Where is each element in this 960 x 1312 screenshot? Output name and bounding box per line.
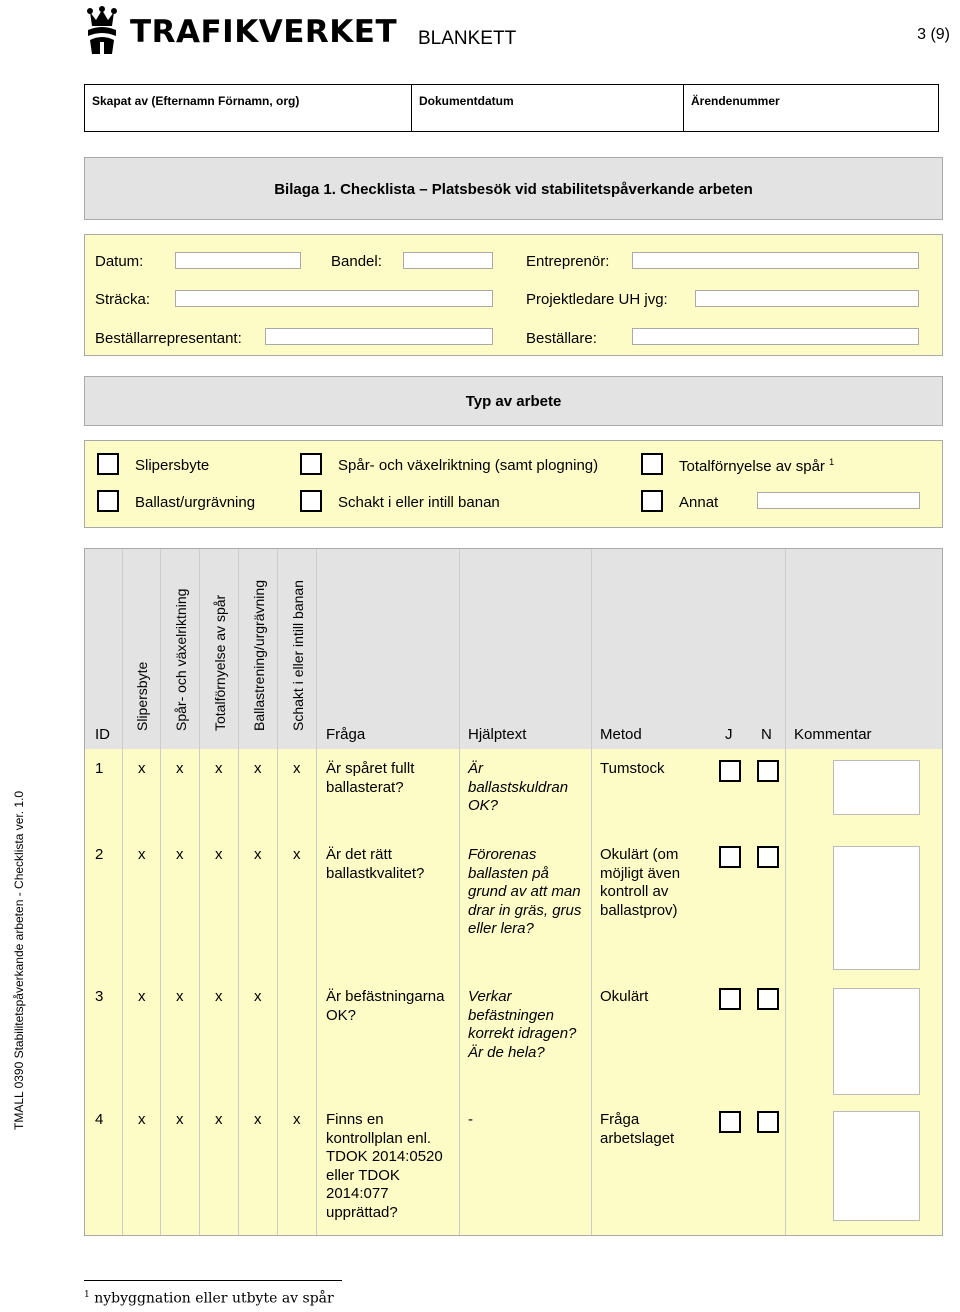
col-header-slipersbyte: Slipersbyte [134,661,150,731]
page-title: Bilaga 1. Checklista – Platsbesök vid stabilitetspåverkande arbeten [84,157,943,220]
metadata-table [84,84,939,132]
stracka-label: Sträcka: [95,291,151,308]
bestallarrepresentant-field[interactable] [265,328,493,345]
template-label: TMALL 0390 Stabilitetspåverkande arbeten - Checklista ver. 1.0 [12,790,26,1130]
totalfornyelse-checkbox[interactable] [641,453,663,475]
row-n-checkbox[interactable] [757,760,779,782]
work-type-heading: Typ av arbete [84,376,943,426]
row-j-checkbox[interactable] [719,760,741,782]
row-mark: x [215,846,223,863]
footnote: $^1$ nybyggnation eller utbyte av spår [84,1290,334,1307]
row-n-checkbox[interactable] [757,846,779,868]
row-id: 2 [95,846,104,863]
checklist-table [84,548,943,1236]
row-question: Är det rätt ballastkvalitet? [326,846,425,882]
col-header-method: Metod [600,726,642,743]
row-id: 1 [95,760,104,777]
row-id: 3 [95,988,104,1005]
row-mark: x [215,1111,223,1128]
row-j-checkbox[interactable] [719,846,741,868]
row-method: Tumstock [600,760,665,777]
slipersbyte-checkbox[interactable] [97,453,119,475]
row-mark: x [138,846,146,863]
row-mark: x [176,1111,184,1128]
row-id: 4 [95,1111,104,1128]
col-header-schakt: Schakt i eller intill banan [290,580,306,731]
created-by-cell[interactable]: Skapat av (Efternamn Förnamn, org) [85,85,412,131]
spar-vaxelriktning-label: Spår- och växelriktning (samt plogning) [338,457,599,474]
col-header-j: J [725,726,733,743]
col-header-spar-vaxelriktning: Spår- och växelriktning [173,588,189,731]
bestallarrepresentant-label: Beställarrepresentant: [95,330,242,347]
col-header-id: ID [95,726,110,743]
row-mark: x [138,988,146,1005]
row-method: Fråga arbetslaget [600,1111,675,1147]
col-header-comment: Kommentar [794,726,872,743]
row-comment-field[interactable] [833,988,920,1095]
document-date-cell[interactable]: Dokumentdatum [412,85,684,131]
row-mark: x [293,760,301,777]
totalfornyelse-label: Totalförnyelse av spår $^1$ [679,457,835,475]
row-n-checkbox[interactable] [757,988,779,1010]
row-method: Okulärt (om möjligt även kontroll av ballastprov) [600,846,681,919]
row-mark: x [215,988,223,1005]
col-header-totalfornyelse: Totalförnyelse av spår [212,594,228,731]
row-mark: x [254,988,262,1005]
col-header-ballastrening: Ballastrening/urgrävning [251,580,267,731]
schakt-checkbox[interactable] [300,490,322,512]
row-help: Verkar befästningen korrekt idragen? Är de hela? [468,988,577,1061]
row-comment-field[interactable] [833,846,920,970]
annat-label: Annat [679,494,719,511]
row-j-checkbox[interactable] [719,988,741,1010]
ballast-urgravning-label: Ballast/urgrävning [135,494,256,511]
row-help: Förorenas ballasten på grund av att man drar in gräs, grus eller lera? [468,846,582,937]
row-mark: x [215,760,223,777]
row-question: Är befästningarna OK? [326,988,445,1024]
work-type-section [84,440,943,528]
logo-text: TRAFIKVERKET [130,14,398,50]
col-header-question: Fråga [326,726,366,743]
row-mark: x [176,760,184,777]
spar-vaxelriktning-checkbox[interactable] [300,453,322,475]
row-mark: x [293,1111,301,1128]
row-question: Är spåret fullt ballasterat? [326,760,415,796]
form-section [84,234,943,356]
ballast-urgravning-checkbox[interactable] [97,490,119,512]
annat-checkbox[interactable] [641,490,663,512]
row-mark: x [176,846,184,863]
projektledare-field[interactable] [695,290,919,307]
row-n-checkbox[interactable] [757,1111,779,1133]
case-number-cell[interactable]: Ärendenummer [691,94,780,108]
row-mark: x [138,1111,146,1128]
entreprenor-field[interactable] [632,252,919,269]
projektledare-label: Projektledare UH jvg: [526,291,668,308]
row-method: Okulärt [600,988,649,1005]
annat-field[interactable] [757,492,920,509]
page-number: 3 (9) [917,26,950,43]
schakt-label: Schakt i eller intill banan [338,494,500,511]
row-help: - [468,1111,473,1128]
col-header-n: N [761,726,772,743]
row-mark: x [176,988,184,1005]
row-mark: x [254,846,262,863]
slipersbyte-label: Slipersbyte [135,457,210,474]
col-header-help: Hjälptext [468,726,527,743]
row-comment-field[interactable] [833,760,920,815]
crown-emblem-icon [82,6,122,58]
row-question: Finns en kontrollplan enl. TDOK 2014:0520 eller TDOK 2014:077 upprättad? [326,1111,443,1221]
row-mark: x [138,760,146,777]
row-mark: x [254,1111,262,1128]
document-type: BLANKETT [418,28,517,49]
bestallare-label: Beställare: [526,330,597,347]
stracka-field[interactable] [175,290,493,307]
trafikverket-logo [82,6,397,58]
bandel-label: Bandel: [331,253,382,270]
footnote-divider [84,1280,342,1281]
row-mark: x [293,846,301,863]
bestallare-field[interactable] [632,328,919,345]
row-mark: x [254,760,262,777]
datum-label: Datum: [95,253,144,270]
row-help: Är ballastskuldran OK? [468,760,569,814]
entreprenor-label: Entreprenör: [526,253,610,270]
bandel-field[interactable] [403,252,493,269]
row-comment-field[interactable] [833,1111,920,1221]
datum-field[interactable] [175,252,301,269]
row-j-checkbox[interactable] [719,1111,741,1133]
